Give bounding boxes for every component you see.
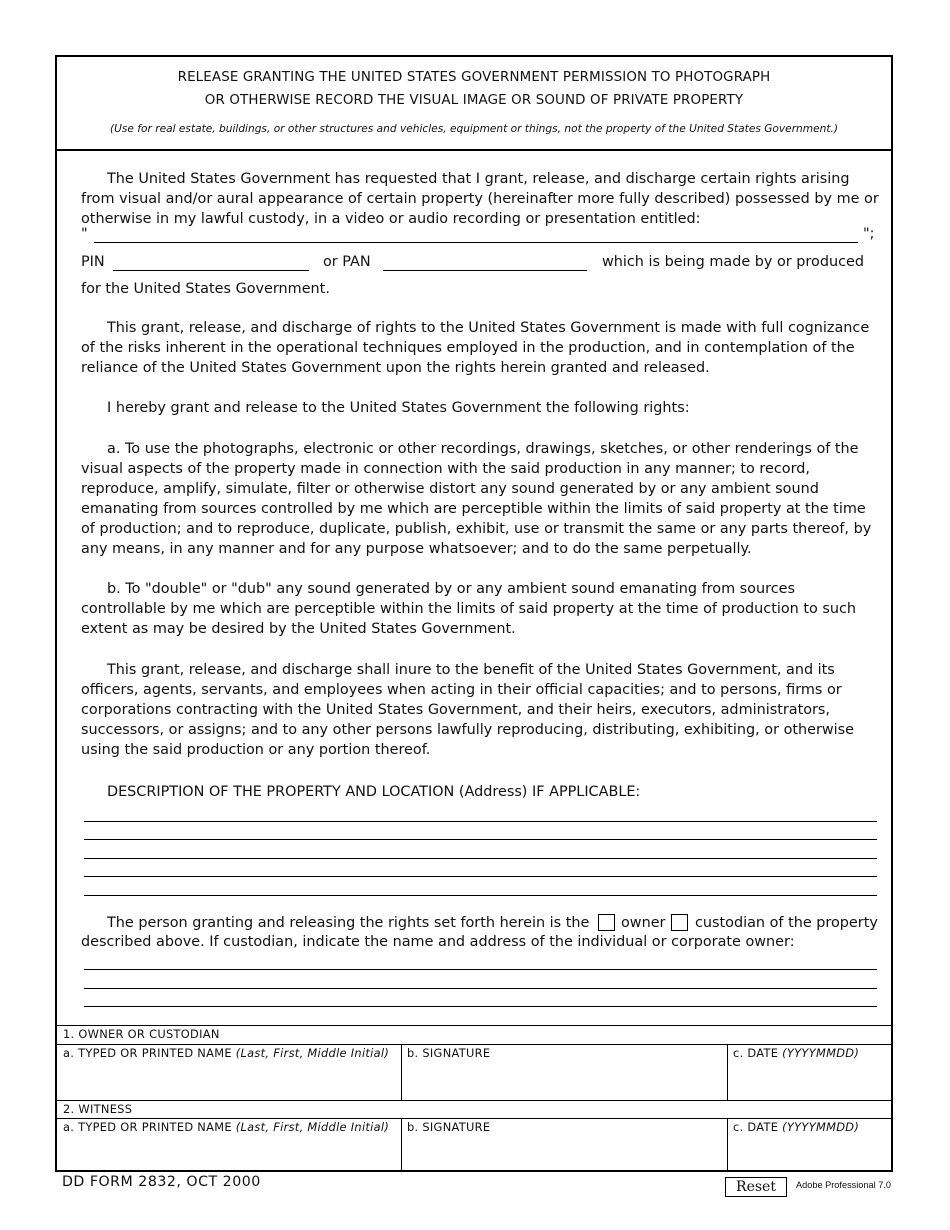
date-hint: (YYYYMMDD) bbox=[782, 1046, 860, 1060]
witness-name-field[interactable] bbox=[63, 1120, 395, 1170]
name-label: a. TYPED OR PRINTED NAME bbox=[63, 1046, 232, 1060]
grant-paragraph bbox=[81, 318, 881, 378]
software-note: Adobe Professional 7.0 bbox=[796, 1180, 892, 1190]
intro-paragraph bbox=[81, 169, 881, 229]
owner-address-line bbox=[84, 969, 877, 970]
witness-section-heading: 2. WITNESS bbox=[63, 1102, 133, 1116]
section-divider bbox=[57, 1100, 891, 1101]
pin-label: PIN bbox=[81, 254, 105, 270]
form-header bbox=[57, 57, 891, 151]
form-subtitle: (Use for real estate, buildings, or other structures and vehicles, equipment or things, not the property of the United States Government.) bbox=[110, 123, 838, 135]
column-divider bbox=[401, 1118, 402, 1172]
description-line bbox=[84, 839, 877, 840]
right-b-text: b. To "double" or "dub" any sound generated by or any ambient sound emanating from sources controllable by me which are perceptible within the limits of said property at the time of production to such extent as may be desired by the United States Government. bbox=[81, 581, 857, 637]
section-divider bbox=[57, 1044, 891, 1045]
right-b-paragraph bbox=[81, 579, 881, 639]
form-title-line-1: RELEASE GRANTING THE UNITED STATES GOVERNMENT PERMISSION TO PHOTOGRAPH bbox=[177, 70, 771, 85]
owner-address-line bbox=[84, 1006, 877, 1007]
description-line bbox=[84, 858, 877, 859]
pan-field[interactable] bbox=[383, 270, 587, 271]
description-line bbox=[84, 876, 877, 877]
name-hint: (Last, First, Middle Initial) bbox=[235, 1120, 390, 1134]
owner-date-field[interactable] bbox=[733, 1046, 889, 1098]
person-line-2: described above. If custodian, indicate the name and address of the individual or corporate owner: bbox=[81, 934, 795, 950]
person-line-prefix: The person granting and releasing the rights set forth herein is the bbox=[107, 915, 590, 931]
description-line bbox=[84, 895, 877, 896]
signature-label: b. SIGNATURE bbox=[407, 1046, 491, 1060]
column-divider bbox=[727, 1044, 728, 1100]
signature-label: b. SIGNATURE bbox=[407, 1120, 491, 1134]
section-divider bbox=[57, 1118, 891, 1119]
column-divider bbox=[727, 1118, 728, 1172]
witness-signature-field[interactable] bbox=[407, 1120, 723, 1170]
inure-paragraph bbox=[81, 660, 881, 760]
right-a-paragraph bbox=[81, 439, 881, 559]
custodian-label: custodian of the property bbox=[695, 915, 878, 931]
quote-close: "; bbox=[863, 226, 875, 242]
owner-section-heading: 1. OWNER OR CUSTODIAN bbox=[63, 1027, 220, 1041]
made-by-text: which is being made by or produced bbox=[602, 254, 864, 270]
release-form bbox=[55, 55, 893, 1172]
description-line bbox=[84, 821, 877, 822]
date-label: c. DATE bbox=[733, 1046, 779, 1060]
name-label: a. TYPED OR PRINTED NAME bbox=[63, 1120, 232, 1134]
quote-open: " bbox=[81, 226, 88, 242]
column-divider bbox=[401, 1044, 402, 1100]
pin-field[interactable] bbox=[113, 270, 309, 271]
pan-label: or PAN bbox=[323, 254, 371, 270]
owner-signature-field[interactable] bbox=[407, 1046, 723, 1098]
for-usg-text: for the United States Government. bbox=[81, 281, 330, 297]
hereby-text: I hereby grant and release to the United States Government the following rights: bbox=[107, 400, 690, 416]
intro-text: The United States Government has requested that I grant, release, and discharge certain rights arising from visual and/or aural appearance of certain property (hereinafter more fully described) possessed by me or otherwise in my lawful custody, in a video or audio recording or presentation entitled: bbox=[81, 171, 879, 227]
reset-button[interactable]: Reset bbox=[725, 1177, 787, 1197]
owner-address-line bbox=[84, 988, 877, 989]
production-title-field[interactable] bbox=[94, 242, 858, 243]
form-number: DD FORM 2832, OCT 2000 bbox=[62, 1174, 261, 1190]
owner-name-field[interactable] bbox=[63, 1046, 395, 1098]
inure-text: This grant, release, and discharge shall inure to the benefit of the United States Government, and its officers, agents, servants, and employees when acting in their official capacities; and to persons, firms or corporations contracting with the United States Government, and their heirs, executors, administrators, successors, or assigns; and to any other persons lawfully reproducing, distributing, exhibiting, or otherwise using the said production or any portion thereof. bbox=[81, 662, 855, 758]
date-label: c. DATE bbox=[733, 1120, 779, 1134]
witness-date-field[interactable] bbox=[733, 1120, 889, 1170]
right-a-text: a. To use the photographs, electronic or other recordings, drawings, sketches, or other renderings of the visual aspects of the property made in connection with the said production in any manner; to record, reproduce, amplify, simulate, filter or otherwise distort any sound generated by or any ambient sound emanating from sources controlled by me which are perceptible within the limits of said property at the time of production; and to reproduce, duplicate, publish, exhibit, use or transmit the same or any parts thereof, by any means, in any manner and for any purpose whatsoever; and to do the same perpetually. bbox=[81, 441, 872, 557]
description-label: DESCRIPTION OF THE PROPERTY AND LOCATION (Address) IF APPLICABLE: bbox=[107, 784, 641, 800]
date-hint: (YYYYMMDD) bbox=[782, 1120, 860, 1134]
hereby-paragraph bbox=[81, 398, 881, 418]
name-hint: (Last, First, Middle Initial) bbox=[235, 1046, 390, 1060]
custodian-checkbox[interactable] bbox=[671, 914, 688, 931]
section-divider bbox=[57, 1025, 891, 1026]
form-title-line-2: OR OTHERWISE RECORD THE VISUAL IMAGE OR SOUND OF PRIVATE PROPERTY bbox=[204, 93, 744, 108]
grant-text: This grant, release, and discharge of rights to the United States Government is made with full cognizance of the risks inherent in the operational techniques employed in the production, and in contemplation of the reliance of the United States Government upon the rights herein granted and released. bbox=[81, 320, 870, 376]
owner-checkbox[interactable] bbox=[598, 914, 615, 931]
owner-label: owner bbox=[621, 915, 666, 931]
